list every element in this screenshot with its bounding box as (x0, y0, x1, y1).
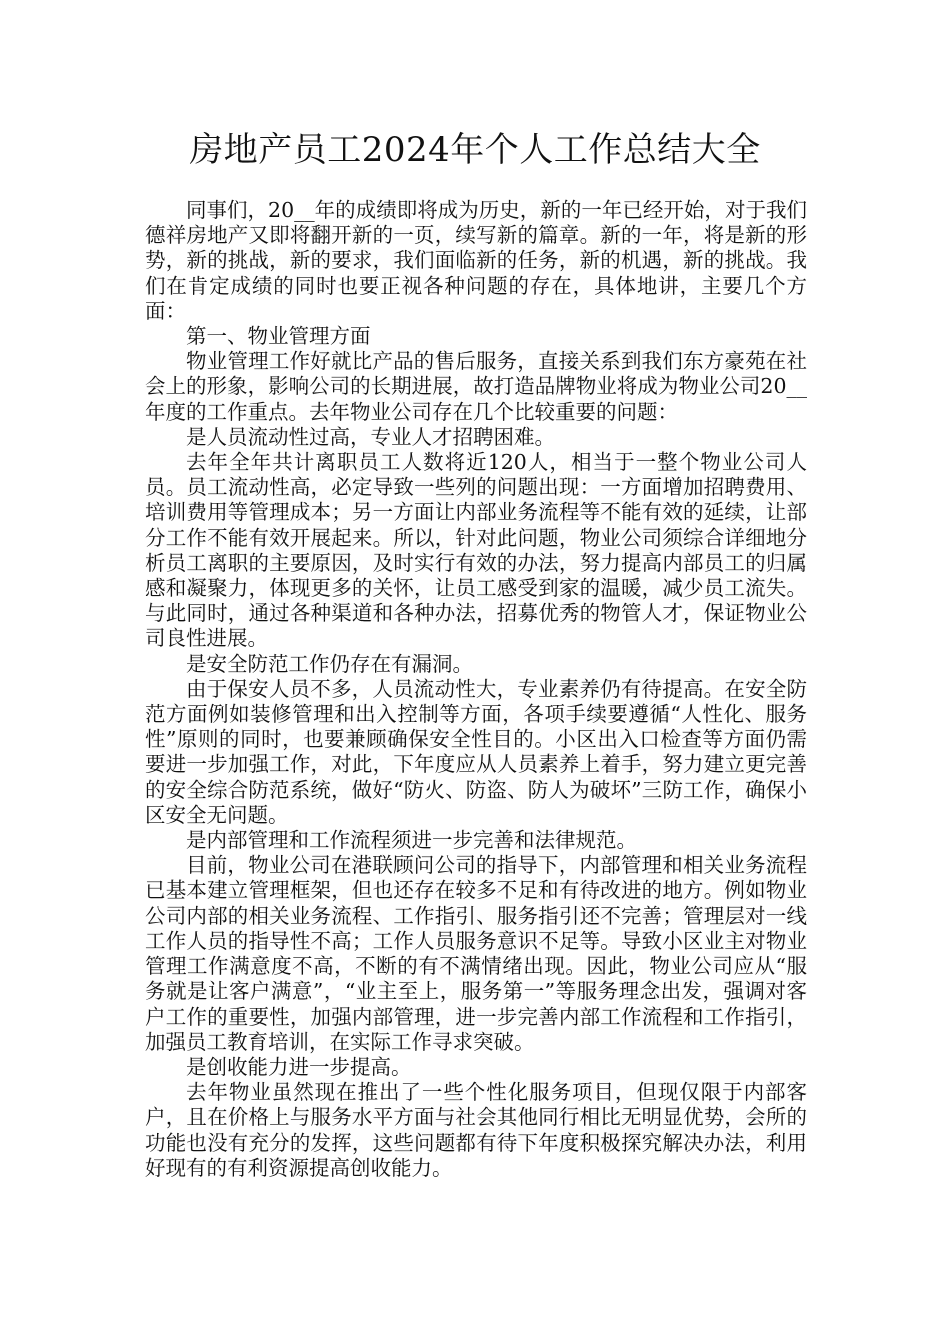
issue-heading: 是创收能力进一步提高。 (186, 1054, 412, 1079)
document-title: 房地产员工2024年个人工作总结大全 (189, 130, 761, 170)
issue-heading: 是人员流动性过高，专业人才招聘困难。 (186, 424, 555, 449)
paragraph: 去年物业虽然现在推出了一些个性化服务项目，但现仅限于内部客户，且在价格上与服务水平方面与社会其他同行相比无明显优势，会所的功能也没有充分的发挥，这些问题都有待下年度积极探究解决办法，利用好现有的有利资源提高创收能力。 (145, 1080, 807, 1180)
paragraph-intro: 同事们，20__年的成绩即将成为历史，新的一年已经开始，对于我们德祥房地产又即将翻开新的一页，续写新的篇章。新的一年，将是新的形势，新的挑战，新的要求，我们面临新的任务，新的机遇，新的挑战。我们在肯定成绩的同时也要正视各种问题的存在，具体地讲，主要几个方面： (145, 198, 807, 323)
issue-heading: 是安全防范工作仍存在有漏洞。 (186, 651, 473, 676)
issue-heading: 是内部管理和工作流程须进一步完善和法律规范。 (186, 828, 637, 853)
document-body (145, 198, 807, 1181)
paragraph: 去年全年共计离职员工人数将近120人，相当于一整个物业公司人员。员工流动性高，必定导致一些列的问题出现：一方面增加招聘费用、培训费用等管理成本；另一方面让内部业务流程等不能有效的延续，让部分工作不能有效开展起来。所以，针对此问题，物业公司须综合详细地分析员工离职的主要原因，及时实行有效的办法，努力提高内部员工的归属感和凝聚力，体现更多的关怀，让员工感受到家的温暖，减少员工流失。与此同时，通过各种渠道和各种办法，招募优秀的物管人才，保证物业公司良性进展。 (145, 450, 807, 651)
paragraph: 物业管理工作好就比产品的售后服务，直接关系到我们东方豪苑在社会上的形象，影响公司的长期进展，故打造品牌物业将成为物业公司20__年度的工作重点。去年物业公司存在几个比较重要的问题： (145, 349, 807, 424)
section-heading: 第一、物业管理方面 (186, 324, 371, 349)
paragraph: 目前，物业公司在港联顾问公司的指导下，内部管理和相关业务流程已基本建立管理框架，但也还存在较多不足和有待改进的地方。例如物业公司内部的相关业务流程、工作指引、服务指引还不完善；管理层对一线工作人员的指导性不高；工作人员服务意识不足等。导致小区业主对物业管理工作满意度不高，不断的有不满情绪出现。因此，物业公司应从“服务就是让客户满意”，“业主至上，服务第一”等服务理念出发，强调对客户工作的重要性，加强内部管理，进一步完善内部工作流程和工作指引，加强员工教育培训，在实际工作寻求突破。 (145, 853, 807, 1054)
paragraph: 由于保安人员不多，人员流动性大，专业素养仍有待提高。在安全防范方面例如装修管理和出入控制等方面，各项手续要遵循“人性化、服务性”原则的同时，也要兼顾确保安全性目的。小区出入口检查等方面仍需要进一步加强工作，对此，下年度应从人员素养上着手，努力建立更完善的安全综合防范系统，做好“防火、防盗、防人为破坏”三防工作，确保小区安全无问题。 (145, 676, 807, 827)
